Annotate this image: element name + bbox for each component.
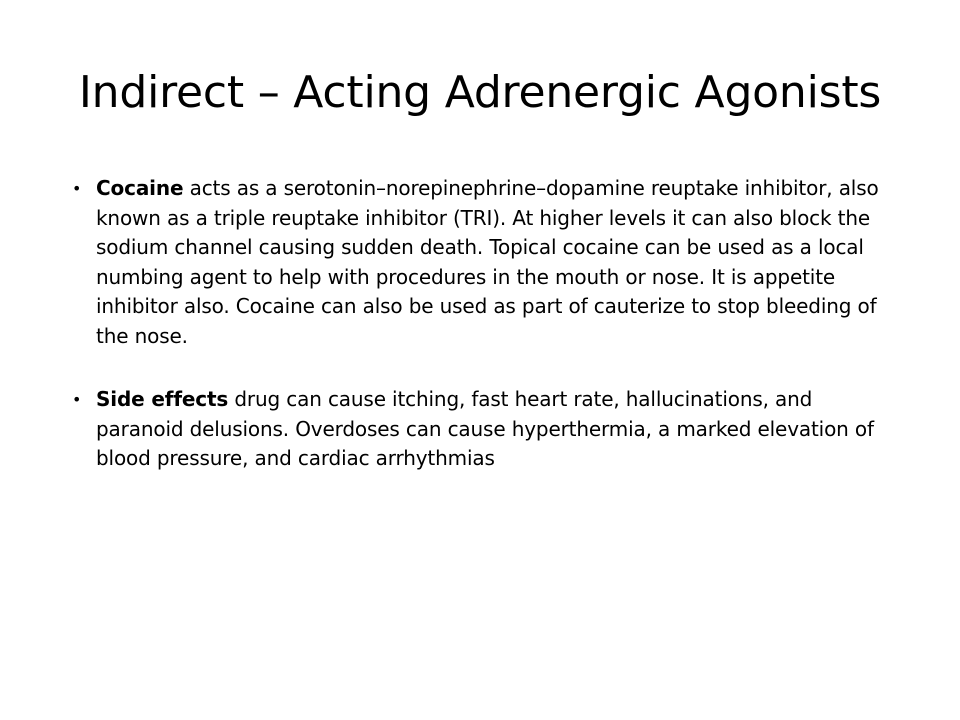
bullet-item-side-effects <box>72 385 902 474</box>
bullet-dot-icon: • <box>72 390 82 409</box>
bullet-term: Side effects <box>96 387 229 411</box>
bullet-item-cocaine <box>72 174 902 351</box>
bullet-list <box>72 174 902 474</box>
bullet-dot-icon: • <box>72 179 82 198</box>
bullet-text: drug can cause itching, fast heart rate, hallucinations, and paranoid delusions. Overdoses can cause hyperthermia, a marked elevation of blood pressure, and cardiac arrhythmias <box>96 387 874 470</box>
slide-title: Indirect – Acting Adrenergic Agonists <box>78 67 882 118</box>
bullet-text: acts as a serotonin–norepinephrine–dopamine reuptake inhibitor, also known as a triple reuptake inhibitor (TRI). At higher levels it can also block the sodium channel causing sudden death. Topical cocaine can be used as a local numbing agent to help with procedures in the mouth or nose. It is appetite inhibitor also. Cocaine can also be used as part of cauterize to stop bleeding of the nose. <box>96 176 879 348</box>
bullet-term: Cocaine <box>96 176 184 200</box>
